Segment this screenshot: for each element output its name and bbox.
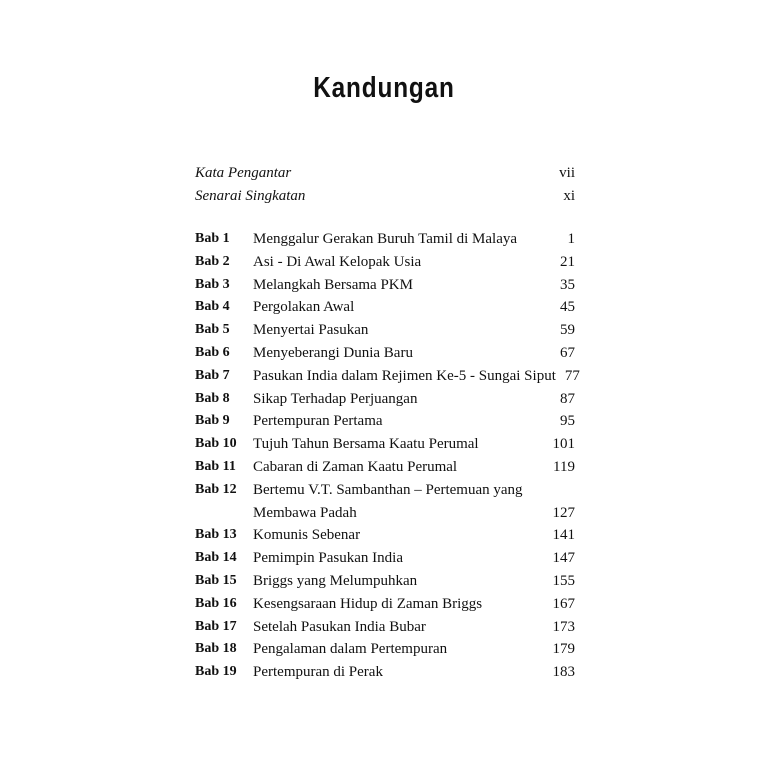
page-title: Kandungan [313,72,455,104]
chapter-title-continuation [253,502,575,525]
chapter-title: Sikap Terhadap Perjuangan [253,390,418,407]
chapter-row [195,274,575,297]
chapter-page: 77 [564,367,580,384]
chapter-title: Bertemu V.T. Sambanthan – Pertemuan yang [253,481,523,498]
chapter-page: 59 [560,322,575,339]
chapter-page: 173 [552,618,575,635]
chapter-row [195,638,575,661]
chapter-page: 179 [552,641,575,658]
chapter-page: 87 [560,390,575,407]
front-matter-item [195,162,575,185]
chapter-row [195,433,575,456]
chapter-title: Menyertai Pasukan [253,322,369,339]
chapter-number: Bab 3 [195,276,230,292]
chapter-title: Melangkah Bersama PKM [253,276,413,293]
chapter-number: Bab 19 [195,664,237,680]
chapter-title: Pengalaman dalam Pertempuran [253,641,448,658]
chapter-title: Pemimpin Pasukan India [253,550,403,567]
front-matter-item [195,185,575,208]
chapter-title: Briggs yang Melumpuhkan [253,572,418,589]
chapter-number: Bab 2 [195,253,230,269]
chapter-number: Bab 15 [195,572,237,588]
front-matter-label: Senarai Singkatan [195,188,306,204]
chapter-page: 45 [560,299,575,316]
chapter-title-block [253,479,575,525]
chapter-row [195,547,575,570]
chapter-row [195,410,575,433]
chapter-page: 127 [552,504,575,521]
chapter-page: 183 [552,664,575,681]
chapter-title: Tujuh Tahun Bersama Kaatu Perumal [253,436,479,453]
chapter-number: Bab 6 [195,344,230,360]
chapter-title: Pertempuran di Perak [253,664,383,681]
chapter-row [195,365,580,388]
chapter-title: Menyeberangi Dunia Baru [253,344,413,361]
chapter-row [195,296,575,319]
chapter-number: Bab 4 [195,299,230,315]
chapter-page: 141 [552,527,575,544]
chapter-page: 95 [560,413,575,430]
chapter-page: 119 [553,458,575,475]
chapter-number: Bab 5 [195,322,230,338]
chapter-title: Kesengsaraan Hidup di Zaman Briggs [253,595,483,612]
front-matter-page: xi [563,188,575,204]
chapter-row [195,388,575,411]
chapter-title: Pertempuran Pertama [253,413,383,430]
chapter-number: Bab 10 [195,436,237,452]
chapter-row [195,616,575,639]
chapter-page: 155 [552,572,575,589]
chapter-row [195,342,575,365]
chapter-number: Bab 9 [195,413,230,429]
chapter-row [195,570,575,593]
chapter-row [195,251,575,274]
chapter-list [195,228,580,684]
chapter-number: Bab 11 [195,458,236,474]
chapter-title: Setelah Pasukan India Bubar [253,618,426,635]
chapter-number: Bab 1 [195,231,230,246]
chapter-number: Bab 12 [195,481,237,497]
chapter-title: Menggalur Gerakan Buruh Tamil di Malaya [253,231,518,247]
chapter-row [195,593,575,616]
chapter-number: Bab 13 [195,527,237,543]
chapter-number: Bab 7 [195,367,230,383]
chapter-row [195,456,575,479]
chapter-title: Pergolakan Awal [253,299,355,316]
chapter-number: Bab 17 [195,618,237,634]
chapter-row [195,479,575,525]
chapter-page: 147 [552,550,575,567]
chapter-page: 101 [552,436,575,453]
chapter-title-line2: Membawa Padah [253,504,357,521]
chapter-row [195,524,575,547]
front-matter-list [195,162,575,208]
chapter-page: 1 [567,231,575,247]
chapter-title: Cabaran di Zaman Kaatu Perumal [253,458,458,475]
chapter-number: Bab 18 [195,641,237,657]
chapter-page: 67 [560,344,575,361]
chapter-number: Bab 8 [195,390,230,406]
front-matter-page: vii [559,165,575,181]
chapter-title: Komunis Sebenar [253,527,361,544]
chapter-page: 35 [560,276,575,293]
chapter-title: Asi - Di Awal Kelopak Usia [253,253,422,270]
chapter-row [195,228,575,251]
chapter-number: Bab 14 [195,550,237,566]
chapter-row [195,319,575,342]
chapter-page: 21 [560,253,575,270]
chapter-number: Bab 16 [195,595,237,611]
front-matter-label: Kata Pengantar [195,165,292,181]
chapter-page: 167 [552,595,575,612]
chapter-row [195,661,575,684]
chapter-title: Pasukan India dalam Rejimen Ke-5 - Sungai Siput [253,367,556,384]
